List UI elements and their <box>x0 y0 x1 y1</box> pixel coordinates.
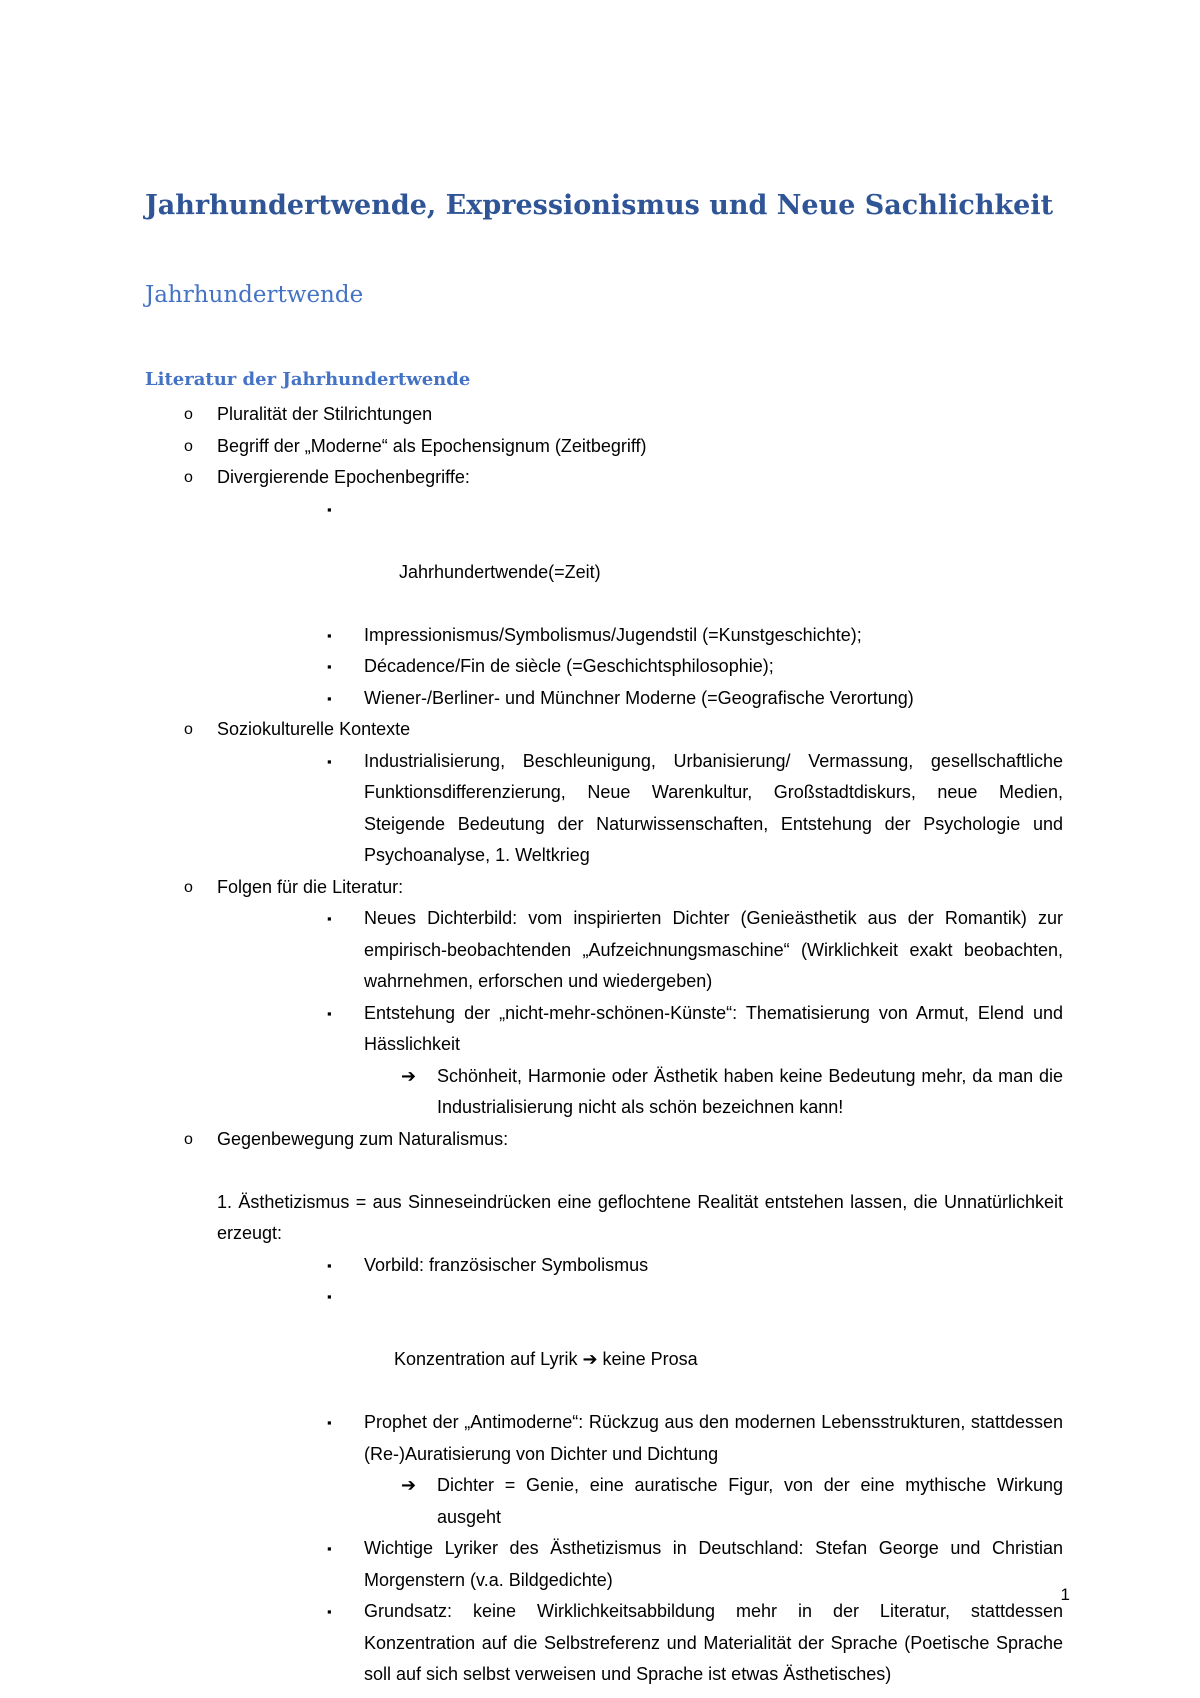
list-item <box>0 1470 1200 1533</box>
circle-bullet-icon: o <box>184 469 193 486</box>
paragraph-text: 1. Ästhetizismus = aus Sinneseindrücken eine geflochtene Realität entstehen lassen, die Unnatürlichkeit erzeugt: <box>217 1191 1063 1243</box>
list-item <box>0 431 1200 463</box>
list-item <box>0 651 1200 683</box>
list-item-text: Vorbild: französischer Symbolismus <box>364 1254 649 1275</box>
list-item-text: Décadence/Fin de siècle (=Geschichtsphilosophie); <box>364 656 774 676</box>
list-item-text: Grundsatz: keine Wirklichkeitsabbildung mehr in der Literatur, stattdessen Konzentration auf die Selbstreferenz und Materialität der Sprache (Poetische Sprache soll auf sich selbst verweisen und Sprache ist etwas Ästhetisches) <box>364 1601 1063 1684</box>
square-bullet-icon: ▪ <box>327 1415 332 1430</box>
arrow-right-icon: ➔ <box>582 1349 598 1369</box>
list-item-text: Begriff der „Moderne“ als Epochensignum (Zeitbegriff) <box>217 435 647 456</box>
list-item-text: Neues Dichterbild: vom inspirierten Dichter (Genieästhetik aus der Romantik) zur empirisch-beobachtenden „Aufzeichnungsmaschine“ (Wirklichkeit exakt beobachten, wahrnehmen, erforschen und wiedergeben) <box>364 908 1063 991</box>
list-item <box>0 1596 1200 1691</box>
document-body <box>0 399 1200 1691</box>
list-item <box>0 462 1200 494</box>
list-item <box>0 1061 1200 1124</box>
blank-line <box>0 1155 1200 1187</box>
square-bullet-icon: ▪ <box>327 1257 332 1273</box>
circle-bullet-icon: o <box>184 721 193 738</box>
square-bullet-icon: ▪ <box>327 1289 332 1304</box>
list-item-text: Konzentration auf Lyrik <box>394 1349 583 1369</box>
list-item-text: Wiener-/Berliner- und Münchner Moderne (=Geografische Verortung) <box>364 687 914 708</box>
square-bullet-icon: ▪ <box>327 690 332 706</box>
list-item-text: Wichtige Lyriker des Ästhetizismus in Deutschland: Stefan George und Christian Morgenstern (v.a. Bildgedichte) <box>364 1538 1063 1590</box>
circle-bullet-icon: o <box>184 1130 193 1148</box>
list-item-text: keine Prosa <box>597 1349 698 1369</box>
list-item-text: Divergierende Epochenbegriffe: <box>217 467 470 487</box>
square-bullet-icon: ▪ <box>327 627 332 643</box>
list-item <box>0 1407 1200 1470</box>
list-item-text: Soziokulturelle Kontexte <box>217 719 411 739</box>
arrow-right-icon: ➔ <box>401 1475 417 1495</box>
list-item-text: Schönheit, Harmonie oder Ästhetik haben keine Bedeutung mehr, da man die Industrialisierung nicht als schön bezeichnen kann! <box>437 1065 1063 1117</box>
subsection-heading: Literatur der Jahrhundertwende <box>145 369 471 390</box>
square-bullet-icon: ▪ <box>327 1541 332 1556</box>
list-item <box>0 1533 1200 1596</box>
list-item-text: Industrialisierung, Beschleunigung, Urbanisierung/ Vermassung, gesellschaftliche Funktionsdifferenzierung, Neue Warenkultur, Großstadtdiskurs, neue Medien, Steigende Bedeutung der Naturwissenschaften, Entstehung der Psychologie und Psychoanalyse, 1. Weltkrieg <box>364 750 1063 865</box>
document-title: Jahrhundertwende, Expressionismus und Neue Sachlichkeit <box>145 190 1054 221</box>
paragraph <box>0 1187 1200 1250</box>
square-bullet-icon: ▪ <box>327 501 332 517</box>
list-item <box>0 399 1200 431</box>
list-item-text: Gegenbewegung zum Naturalismus: <box>217 1128 509 1149</box>
square-bullet-icon: ▪ <box>327 659 332 674</box>
list-item-text: Pluralität der Stilrichtungen <box>217 404 433 424</box>
list-item-text: Entstehung der „nicht-mehr-schönen-Künste“: Thematisierung von Armut, Elend und Hässlichkeit <box>364 1002 1063 1054</box>
arrow-right-icon: ➔ <box>401 1065 417 1086</box>
list-item <box>0 746 1200 872</box>
list-item-text: Impressionismus/Symbolismus/Jugendstil (=Kunstgeschichte); <box>364 624 862 645</box>
list-item <box>0 903 1200 998</box>
list-item <box>0 998 1200 1061</box>
list-item <box>0 1281 1200 1407</box>
section-heading: Jahrhundertwende <box>145 282 364 308</box>
list-item <box>0 1250 1200 1282</box>
list-item-text: Prophet der „Antimoderne“: Rückzug aus den modernen Lebensstrukturen, stattdessen (Re-)Auratisierung von Dichter und Dichtung <box>364 1412 1063 1464</box>
list-item <box>0 683 1200 715</box>
list-item <box>0 620 1200 652</box>
list-item <box>0 714 1200 746</box>
square-bullet-icon: ▪ <box>327 911 332 926</box>
list-item-text: Folgen für die Literatur: <box>217 876 404 897</box>
list-item-text: Jahrhundertwende(=Zeit) <box>394 561 601 582</box>
list-item <box>0 1124 1200 1156</box>
list-item <box>0 872 1200 904</box>
square-bullet-icon: ▪ <box>327 1604 332 1619</box>
page-number: 1 <box>1060 1585 1070 1604</box>
circle-bullet-icon: o <box>184 406 193 423</box>
list-item <box>0 494 1200 620</box>
circle-bullet-icon: o <box>184 437 193 455</box>
list-item-text: Dichter = Genie, eine auratische Figur, von der eine mythische Wirkung ausgeht <box>437 1475 1063 1527</box>
square-bullet-icon: ▪ <box>327 753 332 769</box>
circle-bullet-icon: o <box>184 878 193 896</box>
square-bullet-icon: ▪ <box>327 1005 332 1021</box>
